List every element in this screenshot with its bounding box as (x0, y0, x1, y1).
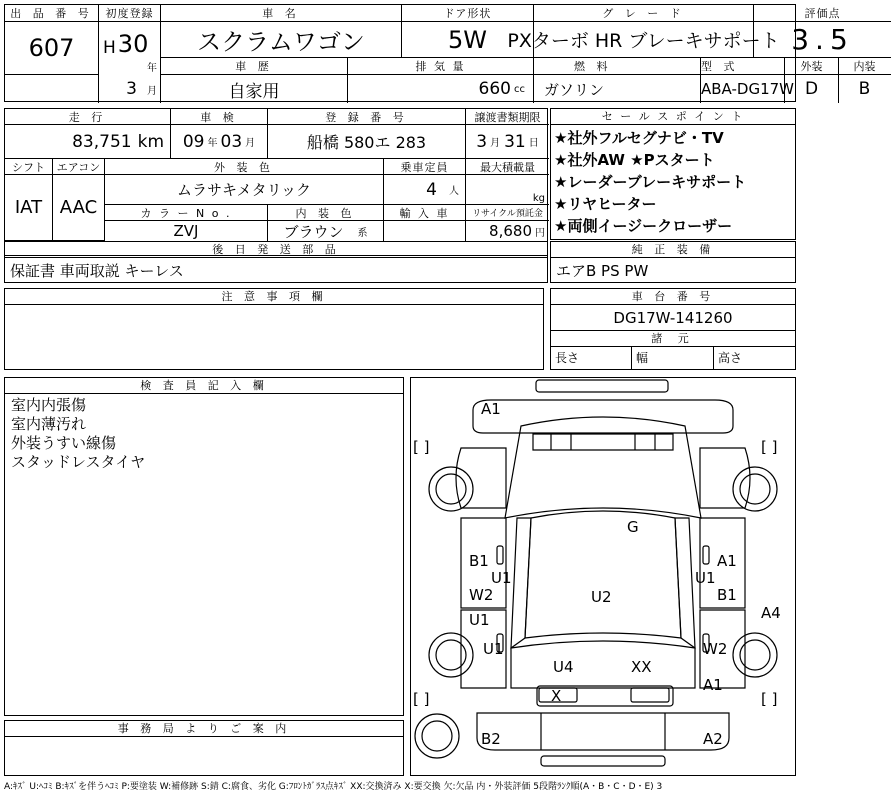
caution-header: 注 意 事 項 欄 (5, 289, 543, 305)
inspection-year: 09 (182, 131, 205, 152)
ac-label: エアコン (53, 159, 105, 175)
car-condition-diagram (410, 377, 796, 776)
specs-header: 諸 元 (551, 331, 795, 347)
interior-color-label: 内 装 色 (268, 205, 384, 221)
lot-number: 607 (5, 22, 99, 75)
sales-point: ★社外フルセグナビ・TV (554, 129, 724, 147)
sales-points-header: セ ー ル ス ポ イ ン ト (551, 109, 795, 125)
rear-bumper-lower (541, 756, 665, 766)
import-label: 輸 入 車 (384, 205, 466, 221)
door-type-label: ドア形状 (402, 5, 534, 22)
office-header: 事 務 局 よ り ご 案 内 (5, 721, 403, 737)
first-registration-year (99, 22, 161, 58)
month-unit: 月 (147, 85, 157, 97)
inspection-date (171, 125, 268, 159)
damage-mark-right-front-a1: A1 (717, 552, 737, 570)
interior-label: 内装 (853, 60, 876, 73)
damage-mark-front-a1: A1 (481, 400, 501, 418)
sales-points-panel (550, 108, 796, 240)
right-rear-bracket: [ ] (761, 690, 778, 708)
mileage-unit: km (137, 131, 164, 152)
inspector-notes (7, 396, 145, 472)
damage-mark-bumper-a2: A2 (703, 730, 723, 748)
lot-number-label: 出 品 番 号 (5, 5, 99, 22)
era-mark: H (103, 38, 116, 58)
mileage (5, 125, 171, 159)
length-label: 長さ (551, 347, 632, 369)
fuel: ガソリン (534, 75, 701, 103)
recycle-label: リサイクル預託金 (466, 205, 549, 221)
exterior-color: ムラサキメタリック (105, 175, 384, 205)
load-unit: kg (532, 193, 545, 204)
damage-mark-left-front-b1: B1 (469, 552, 489, 570)
vehicle-details-table (4, 108, 548, 256)
later-parts-panel (4, 241, 548, 283)
inspector-note: スタッドレスタイヤ (11, 453, 146, 471)
plate-label: 登 録 番 号 (268, 109, 466, 125)
rear-window (511, 641, 695, 688)
chassis-panel (550, 288, 796, 370)
history-label: 車 歴 (161, 58, 348, 75)
registration-plate: 船橋 580エ 283 (268, 125, 466, 159)
specs-row (551, 347, 795, 369)
first-registration-label: 初度登録 (99, 5, 161, 22)
inspector-note: 室内内張傷 (11, 396, 87, 414)
left-mirror-bracket: [ ] (413, 438, 430, 456)
inspector-panel (4, 377, 404, 716)
transfer-month-unit: 月 (490, 138, 501, 149)
displacement-value: 660 (478, 79, 511, 99)
office-panel (4, 720, 404, 776)
inspection-label: 車 検 (171, 109, 268, 125)
damage-mark-left-u1: U1 (469, 611, 490, 629)
inspector-note: 室内薄汚れ (11, 415, 87, 433)
caution-panel (4, 288, 544, 370)
seating-capacity (384, 175, 466, 205)
capacity-unit: 人 (449, 186, 459, 197)
damage-mark-bumper-b2: B2 (481, 730, 501, 748)
inspection-month: 03 (220, 131, 243, 152)
transfer-label: 譲渡書類期限 (466, 109, 549, 125)
max-load-label: 最大積載量 (466, 159, 549, 175)
registration-year: 30 (117, 30, 149, 58)
genuine-equipment-value: エアB PS PW (556, 262, 649, 280)
front-bumper (536, 380, 668, 392)
import-value (384, 221, 466, 241)
shift-label: シフト (5, 159, 53, 175)
interior-color-value: ブラウン (283, 222, 344, 241)
month-value: 3 (126, 79, 137, 99)
mileage-label: 走 行 (5, 109, 171, 125)
lot-blank (5, 75, 99, 103)
max-load (466, 175, 549, 205)
damage-legend: A:ｷｽﾞ U:ﾍｺﾐ B:ｷｽﾞを伴うﾍｺﾐ P:要塗装 W:補修跡 S:錆 C:腐食、劣化 G:ﾌﾛﾝﾄｶﾞﾗｽ点ｷｽﾞ XX:交換済み X:要交換 欠:欠品 内・外装評価 5段階ﾗﾝｸ順(A・B・C・D・E) 3 (4, 782, 663, 792)
rear-bumper (477, 713, 729, 750)
damage-mark-rear-x: X (551, 687, 562, 705)
damage-mark-left-rear-u1: U1 (483, 640, 504, 658)
later-parts-value: 保証書 車両取説 キーレス (10, 262, 184, 280)
interior-grade: B (858, 79, 871, 99)
exterior-label: 外装 (786, 58, 839, 74)
damage-mark-rear-xx: XX (631, 658, 652, 676)
damage-mark-right-b1: B1 (717, 586, 737, 604)
car-name: スクラムワゴン (161, 22, 402, 58)
inspector-header: 検 査 員 記 入 欄 (5, 378, 403, 394)
damage-mark-roof-u2: U2 (591, 588, 612, 606)
damage-mark-right-rear-a1: A1 (703, 676, 723, 694)
inspection-year-unit: 年 (207, 138, 218, 149)
model-code: ABA-DG17W (701, 75, 785, 103)
shift-type: IAT (5, 175, 53, 241)
recycle-unit: 円 (535, 227, 545, 239)
car-outline-drawing (411, 378, 795, 775)
door-type: 5W (402, 22, 534, 58)
color-number-label: カ ラ ー N o . (105, 205, 268, 221)
registration-month (99, 75, 161, 103)
damage-mark-left-w2: W2 (469, 586, 494, 604)
genuine-equipment-panel (550, 241, 796, 283)
capacity-label: 乗車定員 (384, 159, 466, 175)
exterior-interior-grades (785, 75, 891, 103)
transfer-month: 3 (476, 131, 488, 152)
displacement-label: 排 気 量 (348, 58, 534, 75)
fuel-label: 燃 料 (534, 58, 701, 75)
car-name-label: 車 名 (161, 5, 402, 22)
transfer-deadline (466, 125, 549, 159)
damage-mark-right-a4: A4 (761, 604, 781, 622)
model-label: 型 式 (701, 58, 785, 75)
sales-points-list (551, 127, 795, 237)
left-front-fender (456, 448, 506, 508)
score: 3.5 (754, 22, 891, 58)
sales-point: ★レーダーブレーキサポート (554, 173, 747, 191)
damage-mark-rear-u4: U4 (553, 658, 574, 676)
left-pillar (511, 518, 531, 648)
right-mirror-bracket: [ ] (761, 438, 778, 456)
grade: PXターボ HR ブレーキサポート (534, 22, 754, 58)
transfer-day-unit: 日 (528, 138, 539, 149)
vehicle-header-table (4, 4, 876, 102)
mileage-value: 83,751 (72, 131, 132, 152)
damage-mark-left-front-u1: U1 (491, 569, 512, 587)
sales-point: ★両側イージークローザー (554, 217, 733, 235)
exterior-interior-label (785, 58, 891, 75)
roof (525, 511, 681, 638)
chassis-number-header: 車 台 番 号 (551, 289, 795, 305)
exterior-color-label: 外 装 色 (105, 159, 384, 175)
height-label: 高さ (718, 351, 743, 365)
car-history: 自家用 (161, 75, 348, 103)
rear-garnish (631, 688, 669, 702)
color-number: ZVJ (105, 221, 268, 241)
inspection-month-unit: 月 (245, 138, 256, 149)
right-pillar (675, 518, 695, 648)
exterior-grade: D (786, 75, 839, 103)
genuine-equipment-header: 純 正 装 備 (551, 242, 795, 258)
interior-color (268, 221, 384, 241)
inspector-note: 外装うすい線傷 (11, 434, 117, 452)
interior-color-unit: 系 (357, 227, 368, 239)
damage-mark-right-w2: W2 (703, 640, 728, 658)
score-label: 評価点 (754, 5, 891, 22)
transfer-day: 31 (504, 131, 526, 152)
recycle-value: 8,680 (489, 222, 532, 240)
left-rear-bracket: [ ] (413, 690, 430, 708)
displacement (348, 75, 534, 103)
right-front-fender (700, 448, 750, 508)
width-label: 幅 (632, 347, 714, 369)
recycle-fee (466, 221, 549, 241)
sales-point: ★リヤヒーター (554, 195, 657, 213)
grade-label: グ レ ー ド (534, 5, 754, 22)
damage-mark-right-front-u1: U1 (695, 569, 716, 587)
sales-point: ★社外AW ★Pスタート (554, 151, 715, 169)
later-parts-header: 後 日 発 送 部 品 (5, 242, 547, 258)
ac-type: AAC (53, 175, 105, 241)
windshield (505, 417, 701, 518)
year-unit: 年 (102, 58, 161, 75)
front-grille (533, 434, 673, 450)
capacity-value: 4 (426, 179, 437, 200)
damage-mark-hood-g: G (627, 518, 639, 536)
displacement-unit: cc (514, 83, 525, 95)
chassis-number: DG17W-141260 (551, 305, 795, 331)
